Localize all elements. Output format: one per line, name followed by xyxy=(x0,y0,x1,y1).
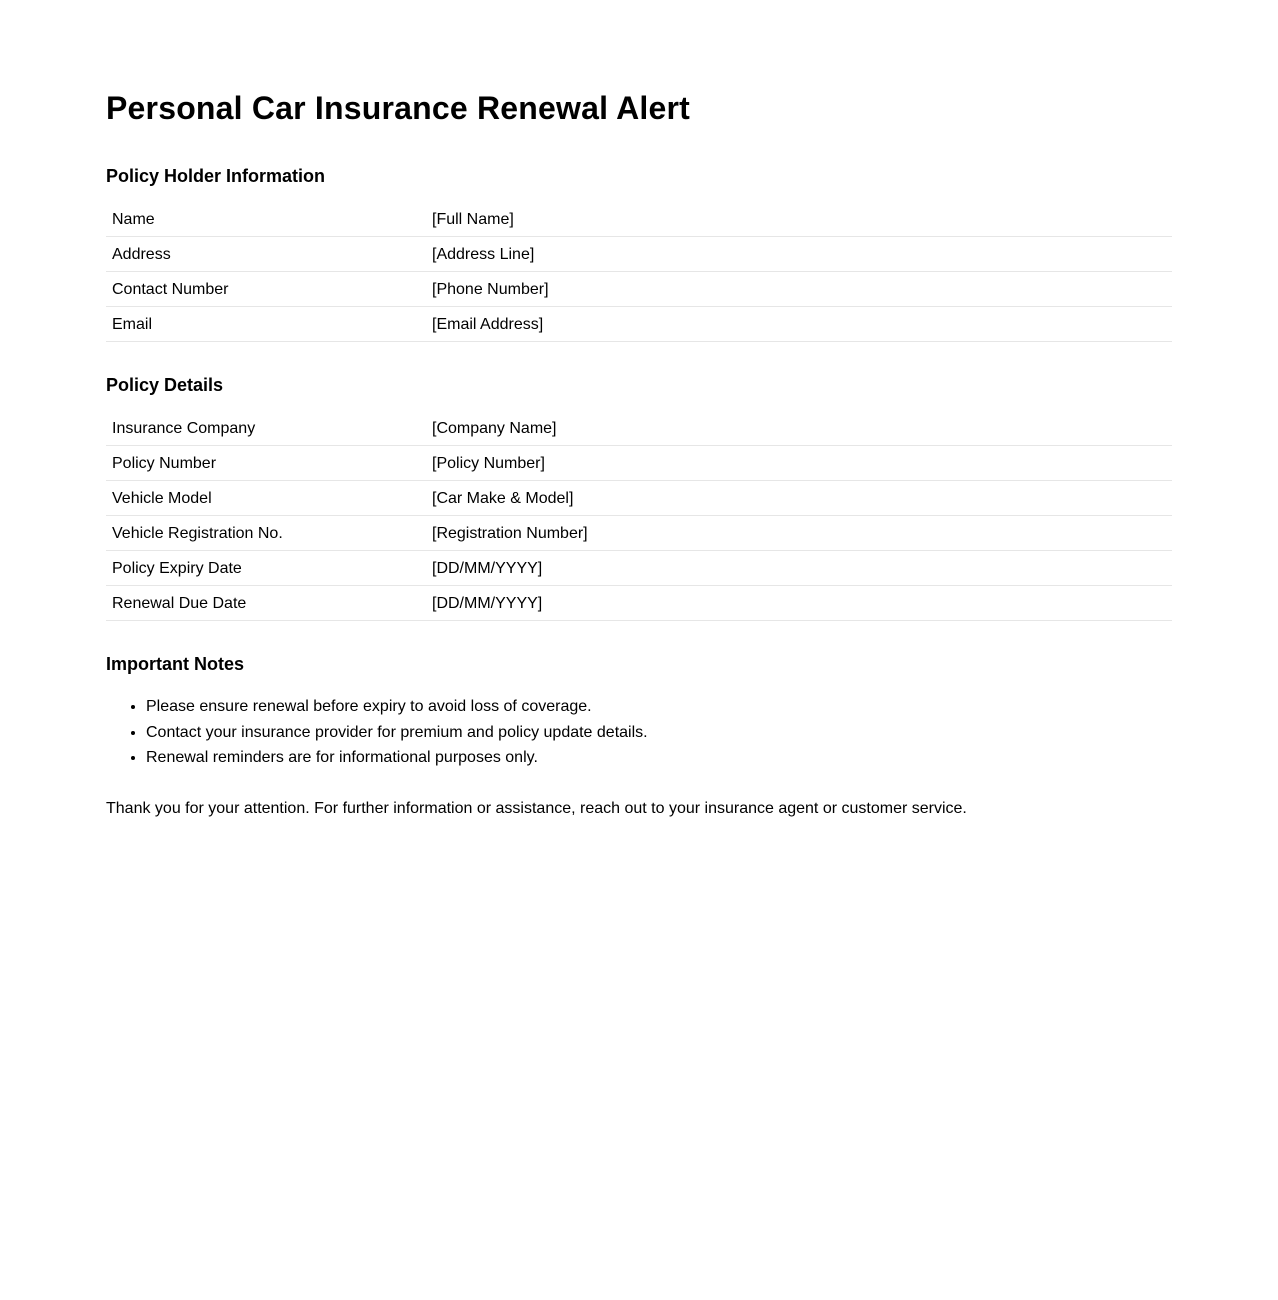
row-value: [DD/MM/YYYY] xyxy=(426,586,1172,621)
row-value: [Company Name] xyxy=(426,411,1172,446)
table-row xyxy=(106,586,1172,621)
row-value: [DD/MM/YYYY] xyxy=(426,551,1172,586)
row-value: [Car Make & Model] xyxy=(426,481,1172,516)
table-row xyxy=(106,272,1172,307)
row-value: [Full Name] xyxy=(426,202,1172,237)
row-label: Policy Expiry Date xyxy=(106,551,426,586)
important-notes-list xyxy=(106,694,1172,771)
row-label: Renewal Due Date xyxy=(106,586,426,621)
closing-paragraph: Thank you for your attention. For further information or assistance, reach out to your insurance agent or customer service. xyxy=(106,799,967,817)
table-row xyxy=(106,307,1172,342)
row-label: Email xyxy=(106,307,426,342)
row-value: [Email Address] xyxy=(426,307,1172,342)
table-row xyxy=(106,237,1172,272)
section-heading-policy-details: Policy Details xyxy=(106,375,224,395)
row-label: Insurance Company xyxy=(106,411,426,446)
list-item: • Renewal reminders are for informational purposes only. xyxy=(146,745,1172,771)
row-label: Name xyxy=(106,202,426,237)
row-value: [Phone Number] xyxy=(426,272,1172,307)
row-label: Vehicle Model xyxy=(106,481,426,516)
table-row xyxy=(106,202,1172,237)
row-value: [Registration Number] xyxy=(426,516,1172,551)
row-label: Vehicle Registration No. xyxy=(106,516,426,551)
policy-details-table xyxy=(106,411,1172,621)
section-heading-policy-holder: Policy Holder Information xyxy=(106,166,326,186)
policy-holder-table xyxy=(106,202,1172,342)
list-item: • Please ensure renewal before expiry to avoid loss of coverage. xyxy=(146,694,1172,720)
section-heading-important-notes: Important Notes xyxy=(106,654,245,674)
row-label: Address xyxy=(106,237,426,272)
table-row xyxy=(106,481,1172,516)
table-row xyxy=(106,446,1172,481)
row-value: [Policy Number] xyxy=(426,446,1172,481)
table-row xyxy=(106,411,1172,446)
table-row xyxy=(106,551,1172,586)
table-row xyxy=(106,516,1172,551)
page-title: Personal Car Insurance Renewal Alert xyxy=(106,90,691,126)
row-label: Contact Number xyxy=(106,272,426,307)
list-item: • Contact your insurance provider for premium and policy update details. xyxy=(146,720,1172,746)
row-label: Policy Number xyxy=(106,446,426,481)
row-value: [Address Line] xyxy=(426,237,1172,272)
